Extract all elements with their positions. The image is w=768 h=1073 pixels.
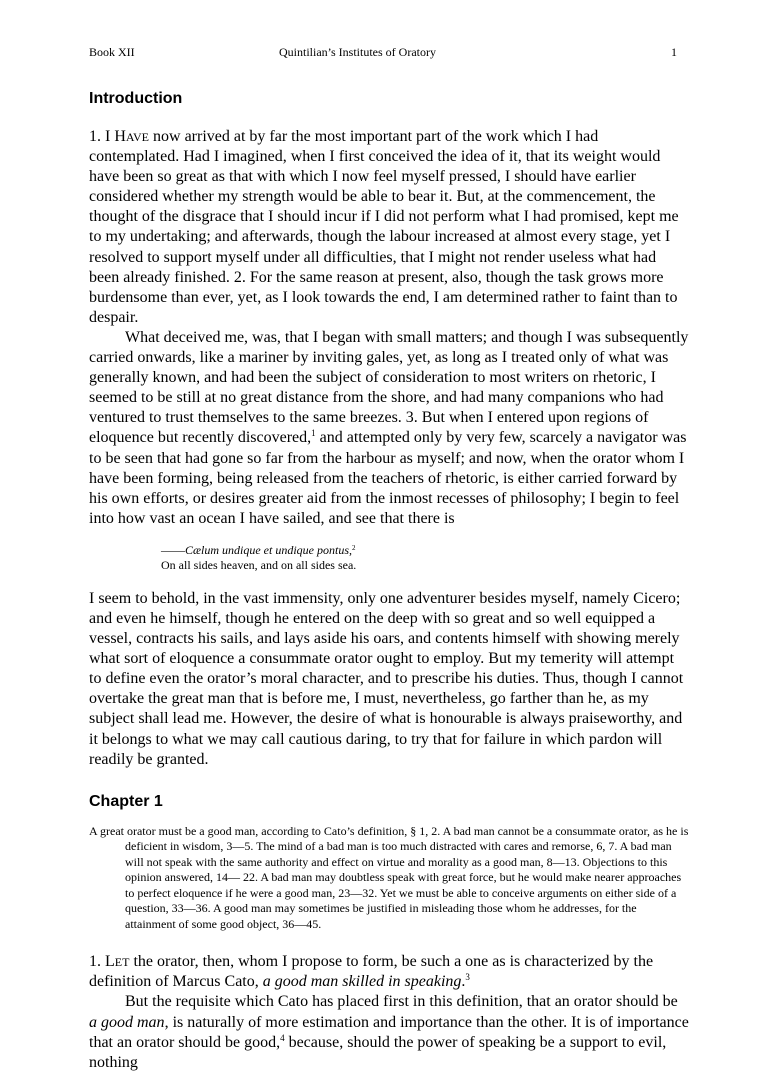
paragraph-text: and attempted only by very few, scarcely a navigator was to be seen that had gone so far from the harbour as myself; and now, when the orator whom I have been forming, being released from the teachers of rhetoric, is either carried forward by his own efforts, or desires greater aid from the inmost recesses of philosophy; I begin to feel into how vast an ocean I have sailed, and see that there is <box>89 429 687 527</box>
verse-latin <box>161 543 689 558</box>
verse-dash: —— <box>161 542 185 557</box>
drop-initial: L <box>105 953 115 971</box>
header-title: Quintilian’s Institutes of Oratory <box>279 45 436 59</box>
italic-phrase: a good man <box>89 1013 165 1031</box>
introduction-heading: Introduction <box>89 90 183 107</box>
paragraph-text: , is naturally of more estimation and importance than the other. It is of importance that an orator should be good, <box>89 1013 689 1051</box>
chapter-heading: Chapter 1 <box>89 792 163 810</box>
paragraph-text: What deceived me, was, that I began with small matters; and though I was subsequently carried onwards, like a mariner by inviting gales, yet, as long as I treated only of what was generally known, and had been the subject of consideration to most writers on rhetoric, I seemed to be still at no great distance from the shore, and had many companions who had ventured to trust themselves to the same breezes. 3. But when I entered upon regions of eloquence but recently discovered, <box>89 328 689 447</box>
intro-paragraph-2 <box>89 328 689 529</box>
verse-quote <box>161 543 689 573</box>
paragraph-text: the orator, then, whom I propose to form, be such a one as is characterized by the definition of Marcus Cato, <box>89 953 654 991</box>
small-caps-word: ET <box>114 955 130 970</box>
chapter-paragraph-1 <box>89 952 689 992</box>
italic-definition: a good man skilled in speaking <box>262 973 462 991</box>
verse-english: On all sides heaven, and on all sides sea. <box>161 557 357 572</box>
footnote-ref[interactable]: 3 <box>465 972 470 983</box>
footnote-ref[interactable]: 4 <box>280 1032 285 1043</box>
paragraph-text: But the requisite which Cato has placed first in this definition, that an orator should be <box>125 993 678 1011</box>
footnote-ref[interactable]: 1 <box>311 428 316 439</box>
footnote-ref[interactable]: 2 <box>352 543 356 552</box>
paragraph-text: now arrived at by far the most important part of the work which I had contemplated. Had I imagined, when I first conceived the idea of it, that its weight would have been so great as that with which I now feel myself pressed, I should have earlier considered whether my strength would be able to bear it. But, at the commencement, the thought of the disgrace that I should incur if I did not perform what I had promised, kept me to my undertaking; and afterwards, though the labour increased at almost every stage, yet I resolved to support myself under all difficulties, that I might not render useless what had been already finished. 2. For the same reason at present, also, though the task grows more burdensome than ever, yet, as I look towards the end, I am determined rather to faint than to despair. <box>89 128 679 326</box>
page-number: 1 <box>671 45 677 59</box>
punctuation: . <box>461 973 466 991</box>
drop-initial: H <box>114 128 126 145</box>
paragraph-text: because, should the power of speaking be a support to evil, nothing <box>89 1033 667 1071</box>
paragraph-number: 1. <box>89 953 105 971</box>
intro-paragraph-1 <box>89 127 689 328</box>
paragraph-number: 1. I <box>89 128 115 145</box>
chapter-summary: A great orator must be a good man, according to Cato’s definition, § 1, 2. A bad man cannot be a consummate orator, as he is deficient in wisdom, 3—5. The mind of a bad man is too much distracted with cares and remorse, 6, 7. A bad man will not speak with the same authority and effect on virtue and morality as a good man, 8—13. Objections to this opinion answered, 14— 22. A bad man may doubtless speak with great force, but he would make nearer approaches to perfect eloquence if he were a good man, 23—32. Yet we must be able to conceive arguments on either side of a question, 33—36. A good man may sometimes be justified in misleading those whom he addresses, for the attainment of some good object, 36—45. <box>89 823 689 931</box>
chapter-paragraph-2 <box>89 992 689 1072</box>
running-header <box>89 44 679 60</box>
small-caps-word: AVE <box>125 130 150 144</box>
intro-paragraph-3: I seem to behold, in the vast immensity, only one adventurer besides myself, namely Cicero; and even he himself, though he entered on the deep with so great and so well equipped a vessel, contracts his sails, and lays aside his oars, and contents himself with showing merely what sort of eloquence a consummate orator ought to employ. But my temerity will attempt to define even the orator’s moral character, and to prescribe his duties. Thus, though I cannot overtake the great man that is before me, I must, nevertheless, go farther than he, as my subject shall lead me. However, the desire of what is honourable is always praiseworthy, and it belongs to what we may call cautious daring, to try that for failure in which pardon will readily be granted. <box>89 589 684 768</box>
page-body <box>89 89 689 1073</box>
header-book: Book XII <box>89 45 135 59</box>
verse-latin-text: Cælum undique et undique pontus, <box>185 542 352 557</box>
